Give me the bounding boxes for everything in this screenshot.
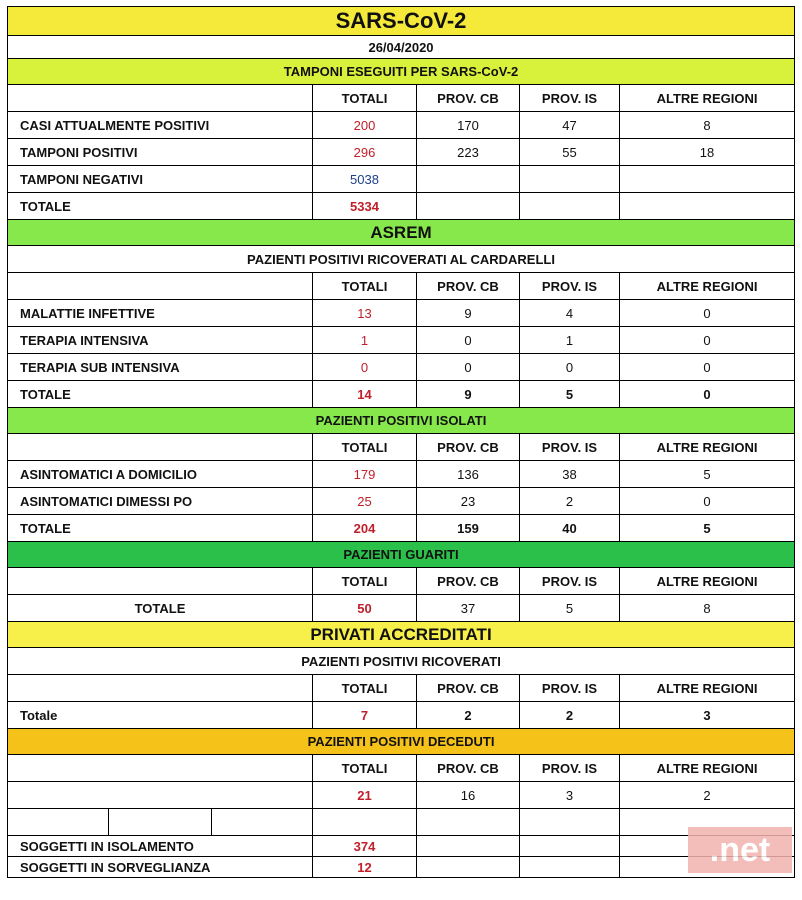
- cell-prov-cb: 0: [417, 354, 520, 381]
- date-row: [8, 36, 795, 59]
- split-cell-part: [8, 809, 109, 835]
- cell-prov-is: 2: [520, 702, 620, 729]
- cell-prov-cb: 16: [417, 782, 520, 809]
- cell-prov-is: 0: [520, 354, 620, 381]
- header-row: [8, 273, 795, 300]
- header-prov-is: PROV. IS: [520, 85, 620, 112]
- row-label: TAMPONI POSITIVI: [8, 139, 313, 166]
- cell-prov-is: [520, 193, 620, 220]
- section-deceduti: [8, 729, 795, 755]
- cell-altre: 5: [620, 515, 795, 542]
- cell-prov-cb: 37: [417, 595, 520, 622]
- cell-altre: 8: [620, 595, 795, 622]
- empty-cell: [520, 836, 620, 857]
- cell-prov-cb: [417, 166, 520, 193]
- row-label: TOTALE: [8, 381, 313, 408]
- cell-prov-cb: [417, 193, 520, 220]
- row-label: ASINTOMATICI A DOMICILIO: [8, 461, 313, 488]
- cell-totali: 14: [313, 381, 417, 408]
- row-label: TERAPIA SUB INTENSIVA: [8, 354, 313, 381]
- title-row: [8, 7, 795, 36]
- row-label: ASINTOMATICI DIMESSI PO: [8, 488, 313, 515]
- section-title: TAMPONI ESEGUITI PER SARS-CoV-2: [8, 59, 795, 85]
- header-totali: TOTALI: [313, 85, 417, 112]
- cell-totali: 13: [313, 300, 417, 327]
- cell-totali: 296: [313, 139, 417, 166]
- header-empty: [8, 755, 313, 782]
- cell-totali: 5334: [313, 193, 417, 220]
- cell-totali: 50: [313, 595, 417, 622]
- cell-altre: 8: [620, 112, 795, 139]
- header-empty: [8, 434, 313, 461]
- row-label: TERAPIA INTENSIVA: [8, 327, 313, 354]
- covid-report-sheet: [7, 6, 794, 878]
- cell-altre: 3: [620, 702, 795, 729]
- cell-prov-cb: 170: [417, 112, 520, 139]
- report-title: SARS-CoV-2: [8, 7, 795, 36]
- subsection-row: [8, 648, 795, 675]
- table-row: [8, 381, 795, 408]
- cell-prov-is: 4: [520, 300, 620, 327]
- header-empty: [8, 85, 313, 112]
- table-row: [8, 782, 795, 809]
- cell-altre: 18: [620, 139, 795, 166]
- empty-cell: [520, 857, 620, 878]
- cell-totali: 200: [313, 112, 417, 139]
- header-totali: TOTALI: [313, 434, 417, 461]
- section-privati: [8, 622, 795, 648]
- cell-prov-cb: 223: [417, 139, 520, 166]
- cell-value: 374: [313, 836, 417, 857]
- header-prov-is: PROV. IS: [520, 568, 620, 595]
- cell-altre: [620, 193, 795, 220]
- header-altre-regioni: ALTRE REGIONI: [620, 568, 795, 595]
- header-row: [8, 434, 795, 461]
- cell-totali: 25: [313, 488, 417, 515]
- section-title: ASREM: [8, 220, 795, 246]
- cell-totali: 179: [313, 461, 417, 488]
- split-cell-part: [212, 809, 312, 835]
- header-prov-is: PROV. IS: [520, 755, 620, 782]
- header-altre-regioni: ALTRE REGIONI: [620, 755, 795, 782]
- report-table: [7, 6, 795, 878]
- row-label: TOTALE: [8, 193, 313, 220]
- cell-altre: 0: [620, 327, 795, 354]
- row-label: [8, 782, 313, 809]
- header-prov-is: PROV. IS: [520, 434, 620, 461]
- subsection-row: [8, 246, 795, 273]
- cell-totali: 7: [313, 702, 417, 729]
- split-cell: [8, 809, 313, 836]
- table-row: [8, 193, 795, 220]
- cell-totali: 204: [313, 515, 417, 542]
- cell-prov-is: 1: [520, 327, 620, 354]
- cell-altre: 0: [620, 354, 795, 381]
- empty-cell: [313, 809, 417, 836]
- subsection-title: PAZIENTI POSITIVI RICOVERATI: [8, 648, 795, 675]
- cell-prov-is: 38: [520, 461, 620, 488]
- header-row: [8, 85, 795, 112]
- row-label: TAMPONI NEGATIVI: [8, 166, 313, 193]
- cell-totali: 1: [313, 327, 417, 354]
- header-altre-regioni: ALTRE REGIONI: [620, 434, 795, 461]
- header-row: [8, 755, 795, 782]
- section-tamponi: [8, 59, 795, 85]
- section-title: PAZIENTI POSITIVI ISOLATI: [8, 408, 795, 434]
- header-prov-cb: PROV. CB: [417, 85, 520, 112]
- cell-prov-is: 55: [520, 139, 620, 166]
- table-row: [8, 857, 795, 878]
- cell-totali: 5038: [313, 166, 417, 193]
- cell-altre: 2: [620, 782, 795, 809]
- cell-altre: 0: [620, 381, 795, 408]
- cell-prov-is: 2: [520, 488, 620, 515]
- cell-prov-is: 5: [520, 381, 620, 408]
- subsection-title: PAZIENTI POSITIVI RICOVERATI AL CARDARELLI: [8, 246, 795, 273]
- table-row: [8, 595, 795, 622]
- row-label: SOGGETTI IN ISOLAMENTO: [8, 836, 313, 857]
- cell-prov-is: 40: [520, 515, 620, 542]
- header-prov-cb: PROV. CB: [417, 434, 520, 461]
- row-label: MALATTIE INFETTIVE: [8, 300, 313, 327]
- section-asrem: [8, 220, 795, 246]
- table-row: [8, 139, 795, 166]
- cell-altre: 0: [620, 488, 795, 515]
- empty-cell: [417, 836, 520, 857]
- empty-cell: [417, 857, 520, 878]
- row-label: TOTALE: [8, 515, 313, 542]
- watermark-logo: .net: [688, 827, 792, 873]
- cell-altre: [620, 166, 795, 193]
- section-title: PRIVATI ACCREDITATI: [8, 622, 795, 648]
- header-altre-regioni: ALTRE REGIONI: [620, 273, 795, 300]
- cell-prov-cb: 136: [417, 461, 520, 488]
- table-row: [8, 515, 795, 542]
- empty-row: [8, 809, 795, 836]
- header-prov-is: PROV. IS: [520, 273, 620, 300]
- section-title: PAZIENTI GUARITI: [8, 542, 795, 568]
- cell-prov-is: 3: [520, 782, 620, 809]
- header-prov-cb: PROV. CB: [417, 273, 520, 300]
- header-totali: TOTALI: [313, 675, 417, 702]
- header-altre-regioni: ALTRE REGIONI: [620, 85, 795, 112]
- table-row: [8, 488, 795, 515]
- header-totali: TOTALI: [313, 568, 417, 595]
- empty-cell: [417, 809, 520, 836]
- header-totali: TOTALI: [313, 755, 417, 782]
- table-row: [8, 354, 795, 381]
- header-prov-cb: PROV. CB: [417, 568, 520, 595]
- table-row: [8, 112, 795, 139]
- split-cell-part: [109, 809, 212, 835]
- table-row: [8, 461, 795, 488]
- header-row: [8, 675, 795, 702]
- header-prov-is: PROV. IS: [520, 675, 620, 702]
- header-empty: [8, 568, 313, 595]
- cell-prov-is: [520, 166, 620, 193]
- table-row: [8, 702, 795, 729]
- cell-prov-cb: 2: [417, 702, 520, 729]
- table-row: [8, 327, 795, 354]
- cell-prov-cb: 9: [417, 300, 520, 327]
- cell-altre: 5: [620, 461, 795, 488]
- section-title: PAZIENTI POSITIVI DECEDUTI: [8, 729, 795, 755]
- row-label: CASI ATTUALMENTE POSITIVI: [8, 112, 313, 139]
- row-label: SOGGETTI IN SORVEGLIANZA: [8, 857, 313, 878]
- cell-prov-cb: 23: [417, 488, 520, 515]
- cell-value: 12: [313, 857, 417, 878]
- section-guariti: [8, 542, 795, 568]
- cell-totali: 21: [313, 782, 417, 809]
- header-empty: [8, 273, 313, 300]
- cell-prov-cb: 9: [417, 381, 520, 408]
- header-row: [8, 568, 795, 595]
- empty-cell: [520, 809, 620, 836]
- row-label: Totale: [8, 702, 313, 729]
- table-row: [8, 166, 795, 193]
- cell-prov-cb: 0: [417, 327, 520, 354]
- header-totali: TOTALI: [313, 273, 417, 300]
- cell-altre: 0: [620, 300, 795, 327]
- header-prov-cb: PROV. CB: [417, 675, 520, 702]
- header-empty: [8, 675, 313, 702]
- table-row: [8, 836, 795, 857]
- header-prov-cb: PROV. CB: [417, 755, 520, 782]
- cell-prov-cb: 159: [417, 515, 520, 542]
- table-row: [8, 300, 795, 327]
- row-label: TOTALE: [8, 595, 313, 622]
- header-altre-regioni: ALTRE REGIONI: [620, 675, 795, 702]
- cell-prov-is: 5: [520, 595, 620, 622]
- report-date: 26/04/2020: [8, 36, 795, 59]
- section-isolati: [8, 408, 795, 434]
- cell-prov-is: 47: [520, 112, 620, 139]
- cell-totali: 0: [313, 354, 417, 381]
